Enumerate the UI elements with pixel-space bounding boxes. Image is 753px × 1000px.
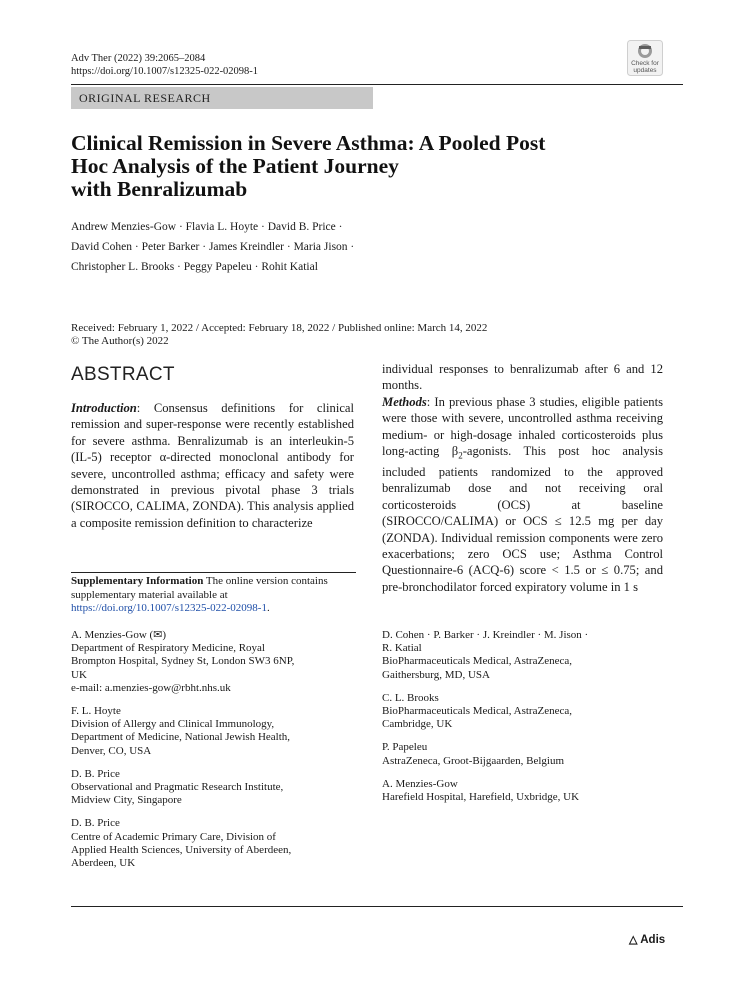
affiliation-author: P. Papeleu (382, 741, 428, 754)
affiliation-line: Gaithersburg, MD, USA (382, 668, 490, 681)
affiliation-line: Brompton Hospital, Sydney St, London SW3 6NP, (71, 655, 295, 668)
methods-subscript: 2 (458, 450, 463, 461)
title-line-2: Hoc Analysis of the Patient Journey (71, 154, 399, 178)
affiliation-author: D. B. Price (71, 767, 120, 780)
affiliation-block (71, 817, 356, 870)
title-line-3: with Benralizumab (71, 177, 248, 201)
affiliation-block (71, 705, 356, 758)
abstract-right-column (382, 361, 663, 595)
introduction-text: : Consensus definitions for clinical remission and super-response were recently established for severe asthma. Benralizumab is an interleukin-5 (IL-5) receptor α-directed monoclonal antibody for severe, uncontrolled asthma; efficacy and safety were demonstrated in previous pivotal phase 3 trials (SIROCCO, CALIMA, ZONDA). This analysis applied a composite remission definition to characterize (71, 401, 354, 530)
affiliation-author: F. L. Hoyte (71, 705, 121, 718)
affiliation-line: Applied Health Sciences, University of Aberdeen, (71, 843, 292, 856)
affiliation-block (71, 768, 356, 808)
affiliation-block (382, 629, 663, 682)
affiliation-line: Centre of Academic Primary Care, Division of (71, 830, 276, 843)
adis-triangle-icon: △ (629, 934, 638, 946)
abstract-left-column (71, 400, 354, 531)
affiliation-line: Department of Respiratory Medicine, Royal (71, 642, 265, 655)
affiliation-author: A. Menzies-Gow (382, 777, 458, 790)
introduction-label: Introduction (71, 401, 137, 415)
affiliation-line: Cambridge, UK (382, 718, 453, 731)
affiliation-line: AstraZeneca, Groot-Bijgaarden, Belgium (382, 754, 565, 767)
methods-text-a: : In previous phase 3 studies, eligible patients were those with severe, uncontrolled asthma receiving medium- or high-dosage inhaled corticosteroids plus long-acting β (382, 394, 663, 459)
supplementary-info (71, 572, 356, 616)
publication-dates: Received: February 1, 2022 / Accepted: February 18, 2022 / Published online: March 14, 2022 (71, 322, 488, 334)
supplementary-link[interactable]: https://doi.org/10.1007/s12325-022-02098-1 (71, 602, 267, 614)
affiliation-line: Denver, CO, USA (71, 744, 152, 757)
journal-citation: Adv Ther (2022) 39:2065–2084 (71, 53, 206, 64)
doi-line: https://doi.org/10.1007/s12325-022-02098-1 (71, 66, 259, 77)
affiliation-line: BioPharmaceuticals Medical, AstraZeneca, (382, 655, 572, 668)
author-email[interactable]: e-mail: a.menzies-gow@rbht.nhs.uk (71, 681, 231, 694)
article-title (71, 132, 631, 201)
affiliation-line: Observational and Pragmatic Research Institute, (71, 781, 284, 794)
section-label: ORIGINAL RESEARCH (79, 91, 211, 105)
affiliation-line: Harefield Hospital, Harefield, Uxbridge, UK (382, 791, 580, 804)
badge-text-2: updates (633, 67, 657, 74)
header-rule (71, 84, 683, 85)
affiliations-left (71, 629, 356, 870)
badge-text-1: Check for (631, 60, 659, 67)
section-label-bar (71, 87, 373, 109)
authors-line-2: David Cohen · Peter Barker · James Kreindler · Maria Jison · (71, 241, 355, 253)
methods-text-b: -agonists. This post hoc analysis included patients randomized to the approved benralizumab dose and not receiving oral corticosteroids (OCS) at baseline (SIROCCO/CALIMA) or OCS ≤ 12.5 mg per day (ZONDA). Individual remission components were zero exacerbations; zero OCS use; Asthma Control Questionnaire-6 (ACQ-6) score < 1.5 or ≤ 0.75; and pre-bronchodilator forced expiratory volume in 1 s (382, 444, 663, 594)
affiliation-line: Aberdeen, UK (71, 857, 136, 870)
authors-line-1: Andrew Menzies-Gow · Flavia L. Hoyte · David B. Price · (71, 221, 343, 233)
affiliations-right (382, 629, 663, 804)
affiliation-author: D. Cohen · P. Barker · J. Kreindler · M. Jison · (382, 629, 589, 641)
publisher-name: Adis (640, 934, 666, 946)
affiliation-author: R. Katial (382, 642, 422, 655)
methods-label: Methods (382, 394, 427, 409)
affiliation-author: A. Menzies-Gow (✉) (71, 629, 167, 641)
affiliation-block (382, 778, 663, 804)
title-line-1: Clinical Remission in Severe Asthma: A Pooled Post (71, 131, 546, 155)
affiliation-line: Midview City, Singapore (71, 794, 182, 807)
supplementary-text: The online version contains supplementary material available at (71, 575, 328, 601)
copyright: © The Author(s) 2022 (71, 335, 169, 347)
supplementary-tail: . (266, 602, 270, 614)
affiliation-block (382, 741, 663, 767)
intro-continuation: individual responses to benralizumab after 6 and 12 months. (382, 362, 663, 393)
affiliation-author: C. L. Brooks (382, 691, 439, 704)
supplementary-label: Supplementary Information (71, 575, 204, 587)
check-for-updates-badge[interactable] (627, 40, 663, 76)
publisher-logo (629, 933, 665, 946)
affiliation-line: Division of Allergy and Clinical Immunology, (71, 718, 275, 731)
affiliation-author: D. B. Price (71, 817, 120, 830)
affiliation-block (71, 629, 356, 695)
affiliation-block (382, 692, 663, 732)
abstract-heading: ABSTRACT (71, 364, 175, 385)
footer-rule (71, 906, 683, 907)
affiliation-line: UK (71, 668, 87, 681)
affiliation-line: Department of Medicine, National Jewish Health, (71, 731, 291, 744)
affiliation-line: BioPharmaceuticals Medical, AstraZeneca, (382, 705, 572, 718)
authors-line-3: Christopher L. Brooks · Peggy Papeleu · Rohit Katial (71, 261, 318, 273)
